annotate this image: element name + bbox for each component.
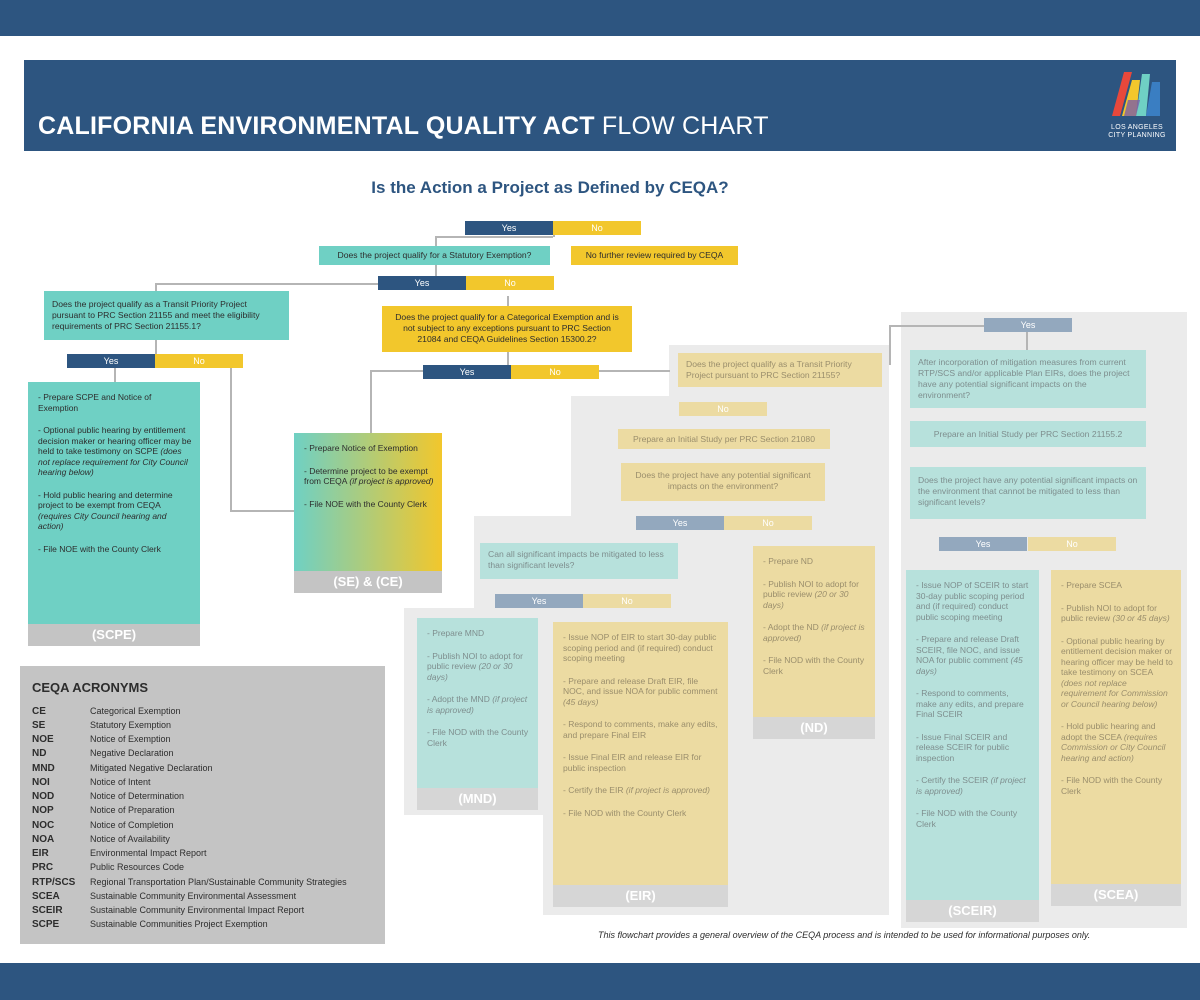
sceir-step-6: - File NOD with the County Clerk <box>916 808 1018 829</box>
logo-text: LOS ANGELES CITY PLANNING <box>1108 124 1166 139</box>
no-label: No <box>1028 537 1116 551</box>
se-ce-label: (SE) & (CE) <box>294 571 442 593</box>
scea-step-2: - Publish NOI to adopt for public review (30 or 45 days) <box>1061 602 1170 623</box>
sceir-steps <box>906 570 1039 900</box>
connector <box>1026 330 1028 350</box>
se-ce-steps <box>294 433 442 571</box>
top-bar <box>0 0 1200 36</box>
scpe-label: (SCPE) <box>28 624 200 646</box>
eir-steps <box>553 622 728 885</box>
mnd-step-3: - Adopt the MND (if project is approved) <box>427 694 528 715</box>
nd-step-1: - Prepare ND <box>763 556 814 566</box>
no-label: No <box>155 354 243 368</box>
sceir-label: (SCEIR) <box>906 900 1039 922</box>
scpe-step-4: - File NOE with the County Clerk <box>38 543 161 554</box>
mnd-step-1: - Prepare MND <box>427 628 485 638</box>
eir-step-6: - File NOD with the County Clerk <box>563 807 687 818</box>
scea-step-4: - Hold public hearing and adopt the SCEA (requires Commission or City Council hearing and action) <box>1061 721 1166 763</box>
mitigation-question: After incorporation of mitigation measures from current RTP/SCS and/or applicable Plan EIRs, does the project have any potential significant impacts on the environment? <box>910 350 1146 408</box>
nd-label: (ND) <box>753 717 875 739</box>
initial-study-21155: Prepare an Initial Study per PRC Section 21155.2 <box>910 421 1146 447</box>
no-label: No <box>724 516 812 530</box>
bottom-bar <box>0 963 1200 1000</box>
mnd-step-2: - Publish NOI to adopt for public review (20 or 30 days) <box>427 650 523 682</box>
scea-label: (SCEA) <box>1051 884 1181 906</box>
transit-priority-question-1: Does the project qualify as a Transit Priority Project pursuant to PRC Section 21155 and meet the eligibility requirements of PRC Section 21155.1? <box>44 291 289 340</box>
no-label: No <box>511 365 599 379</box>
mnd-label: (MND) <box>417 788 538 810</box>
initial-study-21080: Prepare an Initial Study per PRC Section 21080 <box>618 429 830 449</box>
yes-label: Yes <box>636 516 724 530</box>
statutory-exemption-question: Does the project qualify for a Statutory Exemption? <box>319 246 550 265</box>
scpe-steps <box>28 382 200 624</box>
connector <box>370 370 372 434</box>
connector <box>155 283 395 285</box>
page-title: CALIFORNIA ENVIRONMENTAL QUALITY ACT FLOW CHART <box>38 112 769 140</box>
acronyms-panel: CEQA ACRONYMS CE Categorical Exemption SE Statutory Exemption NOE Notice of Exemption ND Negative Declaration MND Mitigated Negative Declaration NOI Notice of Intent NOD Notice of Determination NOP Notice of Preparation NOC Notice of Completion NOA Notice of Availability EIR Environmental Impact Report PRC Public Resources Code RTP/SCS Regional Transportation Plan/Sustainable Community Strategies SCEA Sustainable Community Environmental Assessment SCEIR Sustainable Community Environmental Impact Report SCPE Sustainable Communities Project Exemption <box>20 666 385 944</box>
connector <box>598 370 670 372</box>
nd-step-3: - Adopt the ND (if project is approved) <box>763 622 865 643</box>
connector <box>889 325 891 365</box>
transit-priority-question-2: Does the project qualify as a Transit Priority Project pursuant to PRC Section 21155? <box>678 353 882 387</box>
nd-step-4: - File NOD with the County Clerk <box>763 655 865 676</box>
la-city-planning-logo-icon <box>1110 70 1162 118</box>
se-ce-step-1: - Prepare Notice of Exemption <box>304 443 418 453</box>
yes-label: Yes <box>465 221 553 235</box>
connector <box>230 510 294 512</box>
scea-steps <box>1051 570 1181 884</box>
scpe-step-2: - Optional public hearing by entitlement decision maker or hearing officer may be held to take testimony on SCPE (does not replace requirement for City Council hearing below) <box>38 425 192 477</box>
connector <box>114 368 116 382</box>
sceir-step-4: - Issue Final SCEIR and release SCEIR for public inspection <box>916 731 1010 763</box>
mnd-step-4: - File NOD with the County Clerk <box>427 727 529 748</box>
eir-step-4: - Issue Final EIR and release EIR for public inspection <box>563 752 702 773</box>
no-label: No <box>466 276 554 290</box>
scea-step-1: - Prepare SCEA <box>1061 580 1122 590</box>
no-further-review-box: No further review required by CEQA <box>571 246 738 265</box>
yes-label: Yes <box>67 354 155 368</box>
yes-label: Yes <box>984 318 1072 332</box>
header-banner <box>24 60 1176 151</box>
yes-label: Yes <box>378 276 466 290</box>
scea-step-5: - File NOD with the County Clerk <box>1061 775 1163 796</box>
nd-step-2: - Publish NOI to adopt for public review (20 or 30 days) <box>763 578 859 610</box>
mitigated-question: Can all significant impacts be mitigated to less than significant levels? <box>480 543 678 579</box>
connector <box>230 368 232 512</box>
disclaimer-footnote: This flowchart provides a general overview of the CEQA process and is intended to be used for informational purposes only. <box>598 930 1091 940</box>
mnd-steps <box>417 618 538 788</box>
no-label: No <box>583 594 671 608</box>
acronyms-title: CEQA ACRONYMS <box>32 680 149 695</box>
no-label: No <box>679 402 767 416</box>
connector <box>889 325 985 327</box>
eir-step-3: - Respond to comments, make any edits, and prepare Final EIR <box>563 719 718 740</box>
no-label: No <box>553 221 641 235</box>
eir-step-2: - Prepare and release Draft EIR, file NOC, and issue NOA for public comment (45 days) <box>563 675 718 707</box>
se-ce-step-2: - Determine project to be exempt from CEQA (if project is approved) <box>304 465 434 486</box>
connector <box>370 370 426 372</box>
yes-label: Yes <box>423 365 511 379</box>
nd-steps <box>753 546 875 717</box>
main-question: Is the Action a Project as Defined by CEQA? <box>371 178 729 197</box>
se-ce-step-3: - File NOE with the County Clerk <box>304 498 427 509</box>
connector <box>435 236 553 238</box>
eir-step-5: - Certify the EIR (if project is approved) <box>563 785 710 795</box>
eir-label: (EIR) <box>553 885 728 907</box>
yes-label: Yes <box>939 537 1027 551</box>
sceir-step-3: - Respond to comments, make any edits, and prepare Final SCEIR <box>916 688 1024 719</box>
impacts-question-2: Does the project have any potential significant impacts on the environment that cannot be mitigated to less than significant levels? <box>910 467 1146 519</box>
impacts-question: Does the project have any potential significant impacts on the environment? <box>621 463 825 501</box>
scpe-step-3: - Hold public hearing and determine project to be exempt from CEQA (requires City Council hearing and action) <box>38 489 173 531</box>
scea-step-3: - Optional public hearing by entitlement decision maker or hearing officer may be held to take testimony on SCEA (does not replace requirement for Commission or Council hearing below) <box>1061 635 1173 709</box>
sceir-step-2: - Prepare and release Draft SCEIR, file NOC, and issue NOA for public comment (45 days) <box>916 634 1023 676</box>
scpe-step-1: - Prepare SCPE and Notice of Exemption <box>38 392 152 413</box>
categorical-exemption-question: Does the project qualify for a Categorical Exemption and is not subject to any exceptions pursuant to PRC Section 21084 and CEQA Guidelines Section 15300.2? <box>382 306 632 352</box>
connector <box>507 296 509 306</box>
sceir-step-1: - Issue NOP of SCEIR to start 30-day public scoping period and (if required) conduct public scoping meeting <box>916 580 1029 622</box>
eir-step-1: - Issue NOP of EIR to start 30-day public scoping period and (if required) conduct scoping meeting <box>563 632 717 663</box>
yes-label: Yes <box>495 594 583 608</box>
sceir-step-5: - Certify the SCEIR (if project is approved) <box>916 775 1026 796</box>
connector <box>507 352 509 366</box>
